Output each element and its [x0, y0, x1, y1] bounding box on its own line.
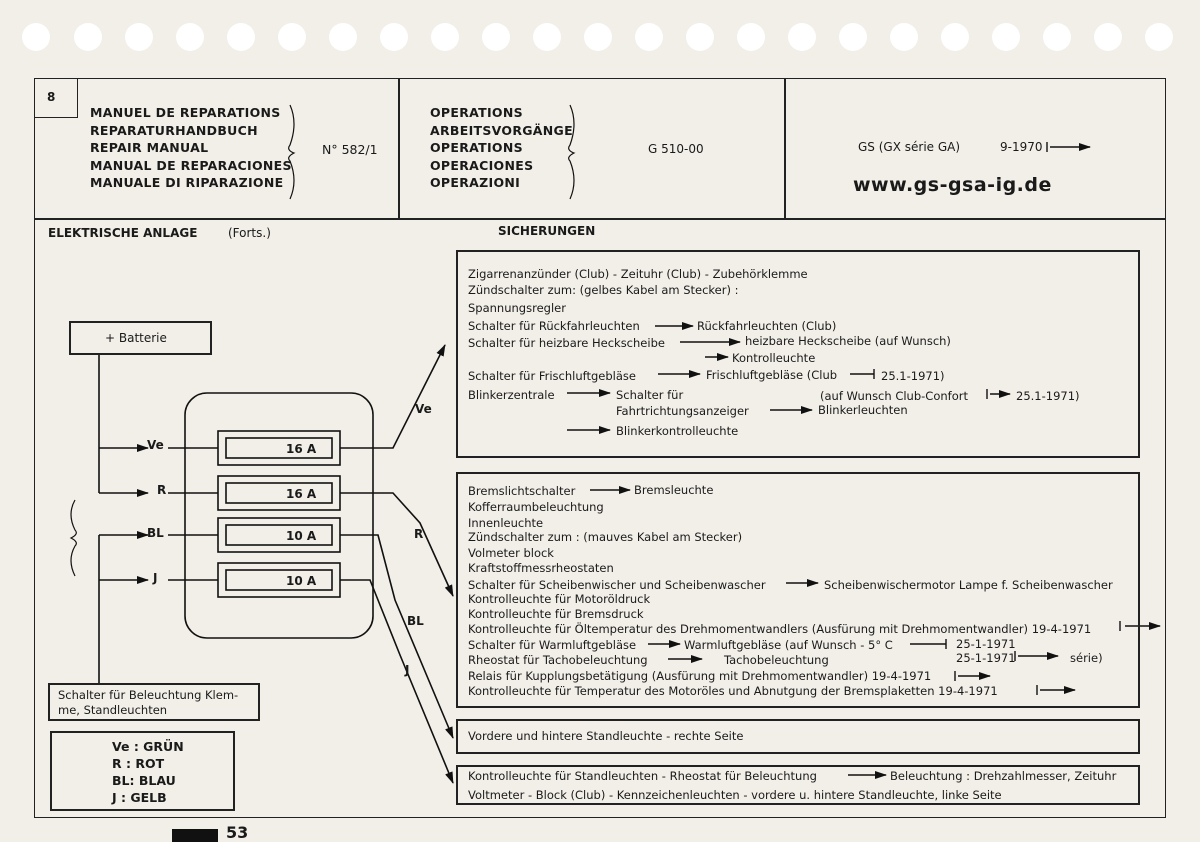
box2-line: Schalter für Scheibenwischer und Scheibenwascher [468, 578, 766, 592]
fuse-2-rating: 16 A [286, 487, 317, 501]
lighting-switch-label-line: me, Standleuchten [58, 703, 168, 717]
circuit-box-ve [456, 250, 1140, 458]
website-watermark: www.gs-gsa-ig.de [853, 174, 1052, 196]
legend-red: R : ROT [112, 756, 165, 771]
box2-line: 25-1-1971 [956, 651, 1016, 665]
circuit-box-bl [456, 719, 1140, 754]
box1-line: Zigarrenanzünder (Club) - Zeituhr (Club) - Zubehörklemme [468, 267, 808, 281]
section-title-suffix: (Forts.) [228, 226, 271, 240]
fuse-3-rating: 10 A [286, 529, 317, 543]
legend-yellow: J : GELB [112, 790, 167, 805]
box2-line: Rheostat für Tachobeleuchtung [468, 653, 648, 667]
circuit-box-r [456, 472, 1140, 708]
operations-title-de: ARBEITSVORGÄNGE [430, 122, 573, 138]
box2-line: Innenleuchte [468, 516, 544, 530]
circuit-box-j [456, 765, 1140, 805]
box2-line: Bremslichtschalter [468, 484, 576, 498]
box2-line: Scheibenwischermotor Lampe f. Scheibenwascher [824, 578, 1113, 592]
operations-title-en: OPERATIONS [430, 140, 523, 155]
box2-line: Kofferraumbeleuchtung [468, 500, 604, 514]
manual-title-it: MANUALE DI RIPARAZIONE [90, 175, 284, 190]
manual-title-en: REPAIR MANUAL [90, 140, 209, 155]
box4-line: Beleuchtung : Drehzahlmesser, Zeituhr [890, 769, 1117, 783]
box1-line: Schalter für [616, 388, 684, 402]
wire-ve-out [340, 345, 445, 448]
manual-title-fr: MANUEL DE REPARATIONS [90, 105, 281, 120]
box1-line: Blinkerzentrale [468, 388, 555, 402]
box2-line: Warmluftgebläse (auf Wunsch - 5° C [684, 638, 893, 652]
wire-label-bl: BL [147, 526, 164, 540]
fuse-3 [218, 518, 340, 552]
box1-line: Zündschalter zum: (gelbes Kabel am Stecker) : [468, 283, 739, 297]
wire-label-j-out: J [405, 663, 410, 677]
wire-label-ve: Ve [147, 438, 164, 452]
operation-code: G 510-00 [648, 142, 704, 156]
box1-line: Blinkerkontrolleuchte [616, 424, 739, 438]
fuse-1 [218, 431, 340, 465]
box1-line: Blinkerleuchten [818, 403, 908, 417]
fuse-4-rating: 10 A [286, 574, 317, 588]
box1-line: Schalter für Rückfahrleuchten [468, 319, 640, 333]
battery-label: + Batterie [105, 331, 167, 345]
wire-j-out [340, 580, 453, 783]
box1-line: Spannungsregler [468, 301, 566, 315]
box1-line: Schalter für Frischluftgebläse [468, 369, 636, 383]
box1-line: 25.1-1971) [1016, 389, 1080, 403]
fuse-4 [218, 563, 340, 597]
box1-line: Rückfahrleuchten (Club) [697, 319, 837, 333]
box2-line: Kontrolleuchte für Temperatur des Motoröles und Abnutgung der Bremsplaketten 19-4-1971 [468, 684, 998, 698]
box1-line: 25.1-1971) [881, 369, 945, 383]
manual-title-es: MANUAL DE REPARACIONES [90, 157, 292, 173]
lighting-switch-label-line: Schalter für Beleuchtung Klem- [58, 688, 239, 702]
manual-title-de: REPARATURHANDBUCH [90, 122, 258, 138]
section-title: ELEKTRISCHE ANLAGE [48, 226, 198, 240]
fuse-box-outline [185, 393, 373, 638]
box2-line: Zündschalter zum : (mauves Kabel am Stecker) [468, 530, 743, 544]
wire-label-ve-out: Ve [415, 402, 432, 416]
legend-green: Ve : GRÜN [112, 739, 184, 754]
box2-line: Kontrolleuchte für Öltemperatur des Drehmomentwandlers (Ausfürung mit Drehmomentwandler) 19-4-1971 [468, 622, 1092, 636]
footer-page-number: 53 [226, 823, 249, 842]
box1-line: Fahrtrichtungsanzeiger [616, 404, 749, 418]
box2-line: 25-1-1971 [956, 637, 1016, 651]
legend-blue: BL: BLAU [112, 773, 176, 788]
model-date: 9-1970 [1000, 140, 1043, 154]
fuse-1-rating: 16 A [286, 442, 317, 456]
box1-line: (auf Wunsch Club-Confort [820, 389, 968, 403]
box3-line: Vordere und hintere Standleuchte - rechte Seite [468, 729, 744, 743]
box1-line: Kontrolleuchte [732, 351, 816, 365]
wire-label-r: R [157, 483, 167, 497]
fuses-heading: SICHERUNGEN [498, 224, 596, 238]
box1-line: Frischluftgebläse (Club [706, 368, 838, 382]
box2-line: Kontrolleuchte für Bremsdruck [468, 607, 644, 621]
manual-number: N° 582/1 [322, 142, 378, 157]
footer-bar [172, 829, 218, 842]
box2-line: Tachobeleuchtung [724, 653, 829, 667]
box1-line: Schalter für heizbare Heckscheibe [468, 336, 665, 350]
box2-line: Volmeter block [468, 546, 554, 560]
box2-line: Bremsleuchte [634, 483, 714, 497]
operations-title-it: OPERAZIONI [430, 175, 521, 190]
box2-line: série) [1070, 651, 1103, 665]
box4-line: Kontrolleuchte für Standleuchten - Rheostat für Beleuchtung [468, 769, 817, 783]
box2-line: Schalter für Warmluftgebläse [468, 638, 637, 652]
model-label: GS (GX série GA) [858, 140, 961, 154]
box1-line: heizbare Heckscheibe (auf Wunsch) [745, 334, 951, 348]
box2-line: Kontrolleuchte für Motoröldruck [468, 592, 651, 606]
wire-label-bl-out: BL [407, 614, 424, 628]
wire-label-r-out: R [414, 527, 424, 541]
wire-label-j: J [153, 571, 158, 585]
page-number: 8 [47, 90, 56, 104]
box2-line: Kraftstoffmessrheostaten [468, 561, 614, 575]
box4-line: Voltmeter - Block (Club) - Kennzeichenleuchten - vordere u. hintere Standleuchte, linke Seite [468, 788, 1002, 802]
operations-title-es: OPERACIONES [430, 157, 534, 173]
box2-line: Relais für Kupplungsbetätigung (Ausfürung mit Drehmomentwandler) 19-4-1971 [468, 669, 932, 683]
operations-title-fr: OPERATIONS [430, 105, 523, 120]
fuse-2 [218, 476, 340, 510]
